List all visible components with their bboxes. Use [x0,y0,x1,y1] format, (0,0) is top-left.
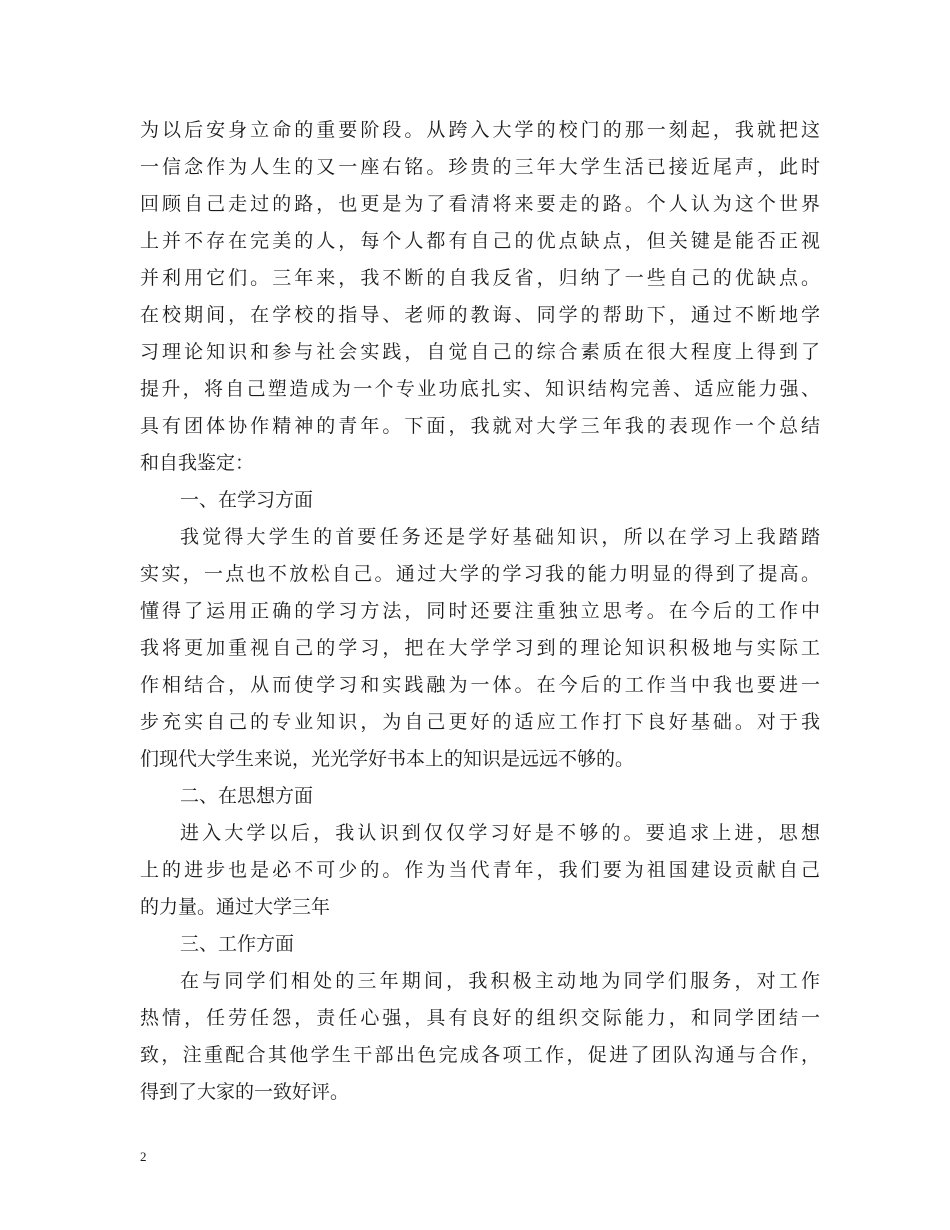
paragraph-line: 一信念作为人生的又一座右铭。珍贵的三年大学生活已接近尾声，此时 [140,156,820,178]
paragraph-line: 作相结合，从而使学习和实践融为一体。在今后的工作当中我也要进一 [140,674,820,696]
paragraph-line: 为以后安身立命的重要阶段。从跨入大学的校门的那一刻起，我就把这 [140,119,820,141]
paragraph-line: 致，注重配合其他学生干部出色完成各项工作，促进了团队沟通与合作， [140,1044,820,1066]
section-heading: 二、在思想方面 [180,785,314,807]
paragraph-line: 实实，一点也不放松自己。通过大学的学习我的能力明显的得到了提高。 [140,563,820,585]
paragraph-line: 在校期间，在学校的指导、老师的教诲、同学的帮助下，通过不断地学 [140,304,820,326]
paragraph-line: 得到了大家的一致好评。 [140,1081,350,1103]
paragraph-line: 我将更加重视自己的学习，把在大学学习到的理论知识积极地与实际工 [140,637,820,659]
section-heading: 一、在学习方面 [180,489,314,511]
section-heading: 三、工作方面 [180,933,295,955]
paragraph-line: 提升，将自己塑造成为一个专业功底扎实、知识结构完善、适应能力强、 [140,378,820,400]
paragraph-line: 和自我鉴定： [140,452,255,474]
paragraph-line: 的力量。通过大学三年 [140,896,331,918]
document-body [140,112,820,1111]
paragraph-line: 具有团体协作精神的青年。下面，我就对大学三年我的表现作一个总结 [140,415,820,437]
page-number: 2 [140,1149,147,1164]
paragraph-line: 们现代大学生来说，光光学好书本上的知识是远远不够的。 [140,748,635,770]
paragraph-line: 进入大学以后，我认识到仅仅学习好是不够的。要追求上进，思想 [180,822,820,844]
paragraph-line: 在与同学们相处的三年期间，我积极主动地为同学们服务，对工作 [180,970,820,992]
paragraph-line: 习理论知识和参与社会实践，自觉自己的综合素质在很大程度上得到了 [140,341,820,363]
paragraph-line: 懂得了运用正确的学习方法，同时还要注重独立思考。在今后的工作中 [140,600,820,622]
paragraph-line: 回顾自己走过的路，也更是为了看清将来要走的路。个人认为这个世界 [140,193,820,215]
paragraph-line: 上的进步也是必不可少的。作为当代青年，我们要为祖国建设贡献自己 [140,859,820,881]
paragraph-line: 热情，任劳任怨，责任心强，具有良好的组织交际能力，和同学团结一 [140,1007,820,1029]
paragraph-line: 我觉得大学生的首要任务还是学好基础知识，所以在学习上我踏踏 [180,526,820,548]
paragraph-line: 上并不存在完美的人，每个人都有自己的优点缺点，但关键是能否正视 [140,230,820,252]
paragraph-line: 并利用它们。三年来，我不断的自我反省，归纳了一些自己的优缺点。 [140,267,820,289]
paragraph-line: 步充实自己的专业知识，为自己更好的适应工作打下良好基础。对于我 [140,711,820,733]
